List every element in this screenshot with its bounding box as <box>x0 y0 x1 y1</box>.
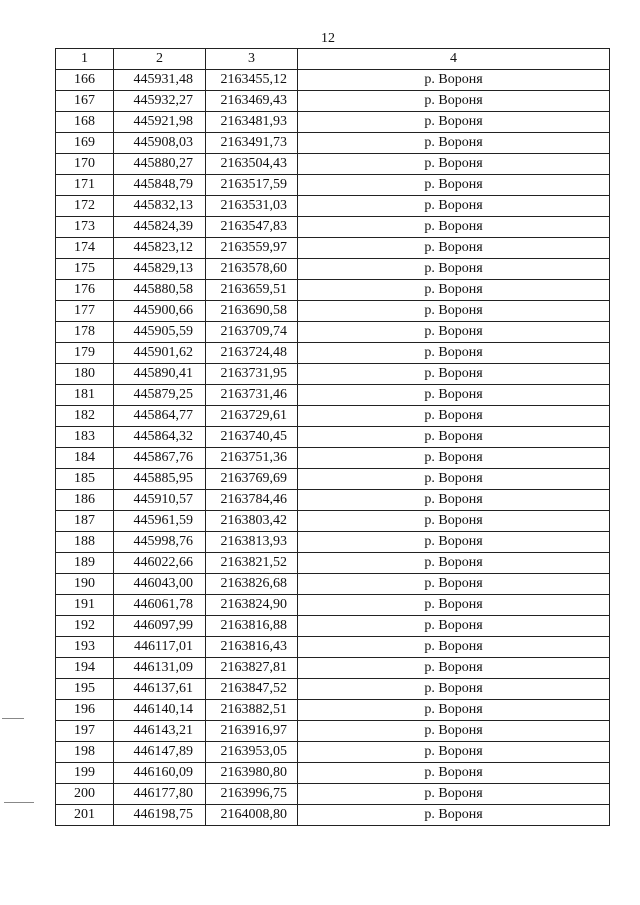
table-row <box>56 616 610 637</box>
y-coordinate-cell: 2163816,88 <box>206 616 298 637</box>
description-cell: р. Вороня <box>298 532 610 553</box>
y-coordinate-cell: 2163504,43 <box>206 154 298 175</box>
header-col-4: 4 <box>298 49 610 70</box>
x-coordinate-cell: 445824,39 <box>114 217 206 238</box>
table-row <box>56 679 610 700</box>
point-number-cell: 179 <box>56 343 114 364</box>
description-cell: р. Вороня <box>298 427 610 448</box>
table-row <box>56 154 610 175</box>
x-coordinate-cell: 446043,00 <box>114 574 206 595</box>
description-cell: р. Вороня <box>298 637 610 658</box>
x-coordinate-cell: 446131,09 <box>114 658 206 679</box>
y-coordinate-cell: 2163803,42 <box>206 511 298 532</box>
description-cell: р. Вороня <box>298 196 610 217</box>
table-row <box>56 532 610 553</box>
x-coordinate-cell: 445867,76 <box>114 448 206 469</box>
point-number-cell: 182 <box>56 406 114 427</box>
x-coordinate-cell: 445880,58 <box>114 280 206 301</box>
y-coordinate-cell: 2163491,73 <box>206 133 298 154</box>
y-coordinate-cell: 2163578,60 <box>206 259 298 280</box>
description-cell: р. Вороня <box>298 238 610 259</box>
y-coordinate-cell: 2163751,36 <box>206 448 298 469</box>
table-row <box>56 196 610 217</box>
x-coordinate-cell: 445998,76 <box>114 532 206 553</box>
table-row <box>56 175 610 196</box>
table-row <box>56 133 610 154</box>
y-coordinate-cell: 2163784,46 <box>206 490 298 511</box>
margin-mark <box>4 802 34 803</box>
description-cell: р. Вороня <box>298 595 610 616</box>
description-cell: р. Вороня <box>298 301 610 322</box>
table-row <box>56 385 610 406</box>
point-number-cell: 187 <box>56 511 114 532</box>
y-coordinate-cell: 2163455,12 <box>206 70 298 91</box>
point-number-cell: 191 <box>56 595 114 616</box>
description-cell: р. Вороня <box>298 763 610 784</box>
description-cell: р. Вороня <box>298 553 610 574</box>
table-row <box>56 637 610 658</box>
table-row <box>56 322 610 343</box>
y-coordinate-cell: 2163469,43 <box>206 91 298 112</box>
y-coordinate-cell: 2163724,48 <box>206 343 298 364</box>
y-coordinate-cell: 2163980,80 <box>206 763 298 784</box>
x-coordinate-cell: 445901,62 <box>114 343 206 364</box>
table-row <box>56 91 610 112</box>
description-cell: р. Вороня <box>298 784 610 805</box>
y-coordinate-cell: 2163740,45 <box>206 427 298 448</box>
table-row <box>56 595 610 616</box>
table-row <box>56 658 610 679</box>
point-number-cell: 175 <box>56 259 114 280</box>
table-row <box>56 763 610 784</box>
point-number-cell: 184 <box>56 448 114 469</box>
point-number-cell: 173 <box>56 217 114 238</box>
description-cell: р. Вороня <box>298 721 610 742</box>
x-coordinate-cell: 446147,89 <box>114 742 206 763</box>
x-coordinate-cell: 445848,79 <box>114 175 206 196</box>
description-cell: р. Вороня <box>298 70 610 91</box>
x-coordinate-cell: 446160,09 <box>114 763 206 784</box>
y-coordinate-cell: 2163731,46 <box>206 385 298 406</box>
table-row <box>56 217 610 238</box>
table-row <box>56 343 610 364</box>
y-coordinate-cell: 2164008,80 <box>206 805 298 826</box>
description-cell: р. Вороня <box>298 406 610 427</box>
x-coordinate-cell: 446140,14 <box>114 700 206 721</box>
y-coordinate-cell: 2163517,59 <box>206 175 298 196</box>
header-col-3: 3 <box>206 49 298 70</box>
y-coordinate-cell: 2163531,03 <box>206 196 298 217</box>
x-coordinate-cell: 445829,13 <box>114 259 206 280</box>
description-cell: р. Вороня <box>298 490 610 511</box>
y-coordinate-cell: 2163813,93 <box>206 532 298 553</box>
x-coordinate-cell: 446117,01 <box>114 637 206 658</box>
description-cell: р. Вороня <box>298 448 610 469</box>
y-coordinate-cell: 2163559,97 <box>206 238 298 259</box>
table-row <box>56 259 610 280</box>
x-coordinate-cell: 446022,66 <box>114 553 206 574</box>
x-coordinate-cell: 446137,61 <box>114 679 206 700</box>
y-coordinate-cell: 2163769,69 <box>206 469 298 490</box>
y-coordinate-cell: 2163826,68 <box>206 574 298 595</box>
description-cell: р. Вороня <box>298 280 610 301</box>
point-number-cell: 185 <box>56 469 114 490</box>
table-row <box>56 364 610 385</box>
x-coordinate-cell: 446198,75 <box>114 805 206 826</box>
point-number-cell: 183 <box>56 427 114 448</box>
description-cell: р. Вороня <box>298 385 610 406</box>
x-coordinate-cell: 446061,78 <box>114 595 206 616</box>
table-row <box>56 70 610 91</box>
point-number-cell: 201 <box>56 805 114 826</box>
y-coordinate-cell: 2163709,74 <box>206 322 298 343</box>
header-col-2: 2 <box>114 49 206 70</box>
y-coordinate-cell: 2163659,51 <box>206 280 298 301</box>
point-number-cell: 171 <box>56 175 114 196</box>
y-coordinate-cell: 2163953,05 <box>206 742 298 763</box>
y-coordinate-cell: 2163547,83 <box>206 217 298 238</box>
point-number-cell: 189 <box>56 553 114 574</box>
point-number-cell: 170 <box>56 154 114 175</box>
description-cell: р. Вороня <box>298 364 610 385</box>
x-coordinate-cell: 445864,77 <box>114 406 206 427</box>
x-coordinate-cell: 446143,21 <box>114 721 206 742</box>
description-cell: р. Вороня <box>298 343 610 364</box>
header-row <box>56 49 610 70</box>
header-col-1: 1 <box>56 49 114 70</box>
description-cell: р. Вороня <box>298 511 610 532</box>
table-row <box>56 469 610 490</box>
x-coordinate-cell: 445864,32 <box>114 427 206 448</box>
table-row <box>56 784 610 805</box>
table-row <box>56 427 610 448</box>
table-row <box>56 742 610 763</box>
table-row <box>56 511 610 532</box>
table-row <box>56 112 610 133</box>
point-number-cell: 195 <box>56 679 114 700</box>
point-number-cell: 198 <box>56 742 114 763</box>
y-coordinate-cell: 2163847,52 <box>206 679 298 700</box>
x-coordinate-cell: 445900,66 <box>114 301 206 322</box>
table-row <box>56 805 610 826</box>
point-number-cell: 193 <box>56 637 114 658</box>
x-coordinate-cell: 445880,27 <box>114 154 206 175</box>
y-coordinate-cell: 2163916,97 <box>206 721 298 742</box>
point-number-cell: 177 <box>56 301 114 322</box>
x-coordinate-cell: 445932,27 <box>114 91 206 112</box>
x-coordinate-cell: 445885,95 <box>114 469 206 490</box>
table-row <box>56 700 610 721</box>
point-number-cell: 167 <box>56 91 114 112</box>
point-number-cell: 200 <box>56 784 114 805</box>
table-header <box>56 49 610 70</box>
description-cell: р. Вороня <box>298 217 610 238</box>
y-coordinate-cell: 2163690,58 <box>206 301 298 322</box>
table-row <box>56 553 610 574</box>
point-number-cell: 174 <box>56 238 114 259</box>
table-row <box>56 280 610 301</box>
description-cell: р. Вороня <box>298 700 610 721</box>
table-row <box>56 406 610 427</box>
point-number-cell: 180 <box>56 364 114 385</box>
x-coordinate-cell: 445879,25 <box>114 385 206 406</box>
table-row <box>56 574 610 595</box>
x-coordinate-cell: 445961,59 <box>114 511 206 532</box>
point-number-cell: 172 <box>56 196 114 217</box>
description-cell: р. Вороня <box>298 742 610 763</box>
y-coordinate-cell: 2163827,81 <box>206 658 298 679</box>
x-coordinate-cell: 445910,57 <box>114 490 206 511</box>
description-cell: р. Вороня <box>298 175 610 196</box>
table-row <box>56 490 610 511</box>
x-coordinate-cell: 446097,99 <box>114 616 206 637</box>
point-number-cell: 197 <box>56 721 114 742</box>
coordinates-table <box>55 48 610 826</box>
table-row <box>56 721 610 742</box>
y-coordinate-cell: 2163731,95 <box>206 364 298 385</box>
table-row <box>56 301 610 322</box>
point-number-cell: 194 <box>56 658 114 679</box>
point-number-cell: 199 <box>56 763 114 784</box>
point-number-cell: 178 <box>56 322 114 343</box>
y-coordinate-cell: 2163996,75 <box>206 784 298 805</box>
point-number-cell: 166 <box>56 70 114 91</box>
description-cell: р. Вороня <box>298 91 610 112</box>
description-cell: р. Вороня <box>298 154 610 175</box>
y-coordinate-cell: 2163821,52 <box>206 553 298 574</box>
description-cell: р. Вороня <box>298 679 610 700</box>
description-cell: р. Вороня <box>298 259 610 280</box>
y-coordinate-cell: 2163824,90 <box>206 595 298 616</box>
point-number-cell: 192 <box>56 616 114 637</box>
x-coordinate-cell: 445905,59 <box>114 322 206 343</box>
page-number: 12 <box>321 31 335 46</box>
description-cell: р. Вороня <box>298 469 610 490</box>
point-number-cell: 196 <box>56 700 114 721</box>
description-cell: р. Вороня <box>298 574 610 595</box>
point-number-cell: 186 <box>56 490 114 511</box>
x-coordinate-cell: 445921,98 <box>114 112 206 133</box>
x-coordinate-cell: 445823,12 <box>114 238 206 259</box>
point-number-cell: 168 <box>56 112 114 133</box>
description-cell: р. Вороня <box>298 322 610 343</box>
point-number-cell: 181 <box>56 385 114 406</box>
margin-mark <box>2 718 24 719</box>
table-row <box>56 448 610 469</box>
x-coordinate-cell: 445890,41 <box>114 364 206 385</box>
y-coordinate-cell: 2163481,93 <box>206 112 298 133</box>
x-coordinate-cell: 445908,03 <box>114 133 206 154</box>
table-body <box>56 70 610 826</box>
y-coordinate-cell: 2163882,51 <box>206 700 298 721</box>
point-number-cell: 169 <box>56 133 114 154</box>
x-coordinate-cell: 445832,13 <box>114 196 206 217</box>
point-number-cell: 190 <box>56 574 114 595</box>
table-row <box>56 238 610 259</box>
point-number-cell: 176 <box>56 280 114 301</box>
x-coordinate-cell: 446177,80 <box>114 784 206 805</box>
description-cell: р. Вороня <box>298 133 610 154</box>
point-number-cell: 188 <box>56 532 114 553</box>
y-coordinate-cell: 2163729,61 <box>206 406 298 427</box>
x-coordinate-cell: 445931,48 <box>114 70 206 91</box>
description-cell: р. Вороня <box>298 805 610 826</box>
description-cell: р. Вороня <box>298 616 610 637</box>
y-coordinate-cell: 2163816,43 <box>206 637 298 658</box>
description-cell: р. Вороня <box>298 112 610 133</box>
description-cell: р. Вороня <box>298 658 610 679</box>
